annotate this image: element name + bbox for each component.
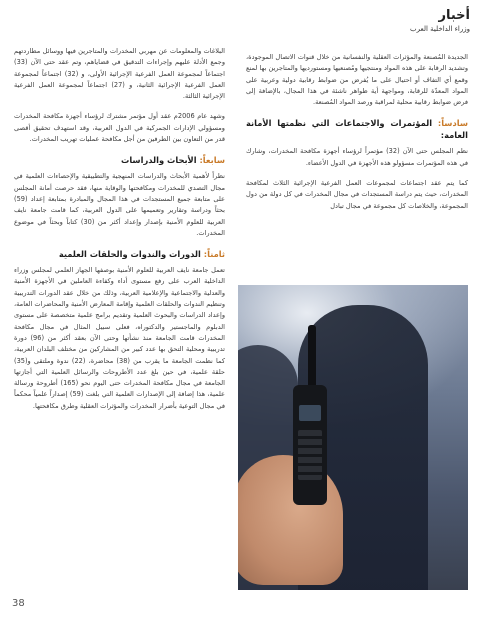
radio-screen — [299, 405, 321, 421]
section-7-paragraph: نظراً لأهمية الأبحاث والدراسات المنهجية والتطبيقية والإحصاءات العلمية في مجال التصدي للمخدرات ومكافحتها والوقاية منها، فقد حرصت أمانة المجلس على متابعة جميع المستجدات في هذا المجال والمبادرة بمتابعة إعداد (59) بحثاً ودراسة وتقارير وتعميمها على الدول العربية، كما قامت جامعة نايف العربية للعلوم الأمنية بإصدار وإعداد أكثر من (30) كتاباً وبحثاً في موضوع المخدرات. — [14, 172, 225, 237]
section-7-number: سابعاً: — [199, 155, 225, 166]
section-6-number: سادساً: — [437, 118, 468, 129]
page-number: 38 — [12, 598, 25, 609]
section-subtitle: وزراء الداخلية العرب — [410, 25, 470, 33]
officer-radio-photo — [238, 285, 468, 590]
section-6-paragraph-1: نظم المجلس حتى الآن (32) مؤتمراً لرؤساء أجهزة مكافحة المخدرات، وشارك في هذه المؤتمرات مسؤولو هذه الأجهزة في الدول الأعضاء. — [246, 147, 468, 167]
radio-antenna — [308, 325, 316, 391]
radio-keypad — [298, 430, 322, 480]
paragraph-conference-2006: وشهد عام 2006م عقد أول مؤتمر مشترك لرؤساء أجهزة مكافحة المخدرات ومسؤولي الإدارات الجمركية في الدول العربية، وقد استهدف تحقيق أقصى قدر من التعاون بين الطرفين من أجل مكافحة عمليات تهريب المخدرات. — [14, 112, 225, 144]
page-header — [410, 8, 470, 34]
section-8-title: الدورات والندوات والحلقات العلمية — [58, 249, 201, 260]
section-6-paragraph-2: كما يتم عقد اجتماعات لمجموعات العمل الفرعية الإجرائية الثلاث لمكافحة المخدرات، حيث يتم دراسة المستجدات في مجال المخدرات في كل دولة من دول المجموعة، والخلاصات كل مجموعة في مجال تبادل — [246, 179, 468, 210]
hand — [238, 455, 343, 585]
section-6-title: المؤتمرات والاجتماعات التي نظمتها الأمانة العامة: — [246, 118, 468, 141]
section-6-heading — [246, 117, 468, 141]
left-column — [14, 46, 225, 421]
section-7-heading — [14, 154, 225, 166]
paragraph-meetings: البلاغات والمعلومات عن مهربي المخدرات والمتاجرين فيها ووسائل مطاردتهم وجمع الأدلة عليهم وإجراءات التدقيق في قضاياهم، وتم عقد حتى الآن (33) اجتماعاً لمجموعة العمل الفرعية الإجرائية الأولى، و (32) اجتماعاً لمجموعة العمل الفرعية الإجرائية الثانية، و (27) اجتماعاً لمجموعة العمل الفرعية الإجرائية الثالثة. — [14, 47, 225, 101]
right-column — [246, 52, 468, 221]
section-8-number: ثامناً: — [203, 249, 225, 260]
section-title: أخبار — [438, 8, 470, 23]
section-8-paragraph: تعمل جامعة نايف العربية للعلوم الأمنية بوصفها الجهاز العلمي لمجلس وزراء الداخلية العرب على رفع مستوى أداء وكفاءة العاملين في الأجهزة الأمنية والعدلية والاجتماعية والإعلامية العربية، وذلك من خلال عقد الدورات التدريبية وتنظيم الندوات والحلقات العلمية وإقامة المعارض الأمنية والمحاضرات العامة، وإعداد الدراسات والبحوث العلمية وتقديم برامج علمية متخصصة على مستوى الدبلوم والماجستير والدكتوراه، فعلى سبيل المثال في مجال مكافحة المخدرات قامت الجامعة منذ نشأتها وحتى الآن بعقد أكثر من (96) دورة تدريبية ومحلية التحق بها عدد كبير من المشاركين من مختلف البلدان العربية، كما نظمت الجامعة ما يقرب من (38) محاضرة، (22) ندوة وملتقى و(35) حلقة علمية، في حين بلغ عدد الأطروحات والرسائل العلمية التي أجازتها الجامعة في مجال مكافحة المخدرات حتى اليوم نحو (165) أطروحة ورسالة علمية، هذا إضافة إلى الإصدارات العلمية التي بلغت (59) إصداراً علمياً محكماً في مجال التوعية بأضرار المخدرات والمؤثرات العقلية وطرق مكافحتها. — [14, 266, 225, 410]
intro-paragraph: الجديدة المُصنعة والمؤثرات العقلية والنفسانية من خلال قنوات الاتصال الموجودة، وتشديد الرقابة على هذه المواد ومنتجيها ومُصنعيها ومستورديها والمتاجرين بها لمنع وقمع أي التفاف أو احتيال على ما يُفرض من ضوابط رقابية دولية وعربية على المواد المعدّة للرقابة، ومواجهة أية ظواهر ناشئة في هذا المجال، بالإضافة إلى فرض ضوابط رقابية محلية لمراقبة ورصد المواد المُصنعة. — [246, 53, 468, 107]
section-7-title: الأبحاث والدراسات — [120, 155, 197, 166]
section-8-heading — [14, 248, 225, 260]
